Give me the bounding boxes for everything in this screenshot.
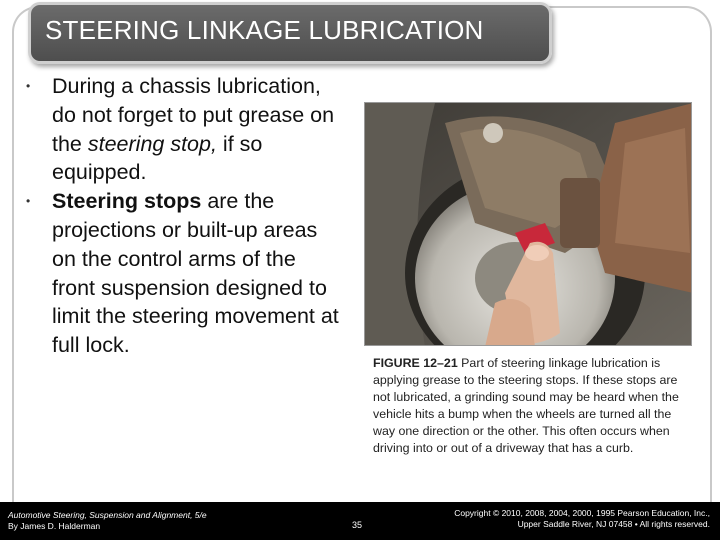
- footer-bar: [0, 502, 720, 540]
- footer-author: By James D. Halderman: [8, 521, 101, 531]
- bullet-text-italic: steering stop,: [87, 131, 217, 156]
- slide-title: STEERING LINKAGE LUBRICATION: [45, 15, 484, 45]
- title-bar: [28, 2, 552, 64]
- footer-page-number: 35: [352, 520, 363, 530]
- bullet-list: [22, 72, 342, 360]
- footer-book-title: Automotive Steering, Suspension and Alignment, 5/e: [8, 510, 207, 520]
- bullet-text-part: During a chassis lubrication, do not forget to put grease on the: [52, 74, 335, 156]
- footer-copyright-line: Upper Saddle River, NJ 07458 • All rights reserved.: [517, 519, 710, 529]
- bullet-dot-icon: •: [26, 79, 31, 93]
- footer-book-info: [8, 510, 207, 532]
- bullet-text-part: are the projections or built-up areas on the control arms of the front suspension designed to limit the steering movement at full lock.: [52, 189, 339, 358]
- bullet-item: [22, 72, 342, 187]
- figure-caption: [373, 355, 691, 457]
- bullet-text-bold: Steering stops: [52, 189, 202, 214]
- bullet-text-part: if so equipped.: [52, 131, 263, 185]
- bullet-dot-icon: •: [26, 194, 31, 209]
- bullet-item: [22, 187, 342, 360]
- figure-label: FIGURE 12–21: [373, 356, 458, 370]
- steering-stop-photo-illustration: [365, 103, 692, 346]
- bullet-text: [52, 189, 339, 357]
- figure-caption-text: Part of steering linkage lubrication is applying grease to the steering stops. If these stops are not lubricated, a grinding sound may be heard when the vehicle hits a bump when the wheels are turned all the way one direction or the other. This often occurs when driving into or out of a driveway that has a curb.: [373, 356, 679, 455]
- footer-copyright-line: Copyright © 2010, 2008, 2004, 2000, 1995 Pearson Education, Inc.,: [454, 508, 710, 518]
- figure-photo: [364, 102, 692, 346]
- bullet-text: [52, 74, 334, 184]
- footer-copyright: [454, 508, 710, 530]
